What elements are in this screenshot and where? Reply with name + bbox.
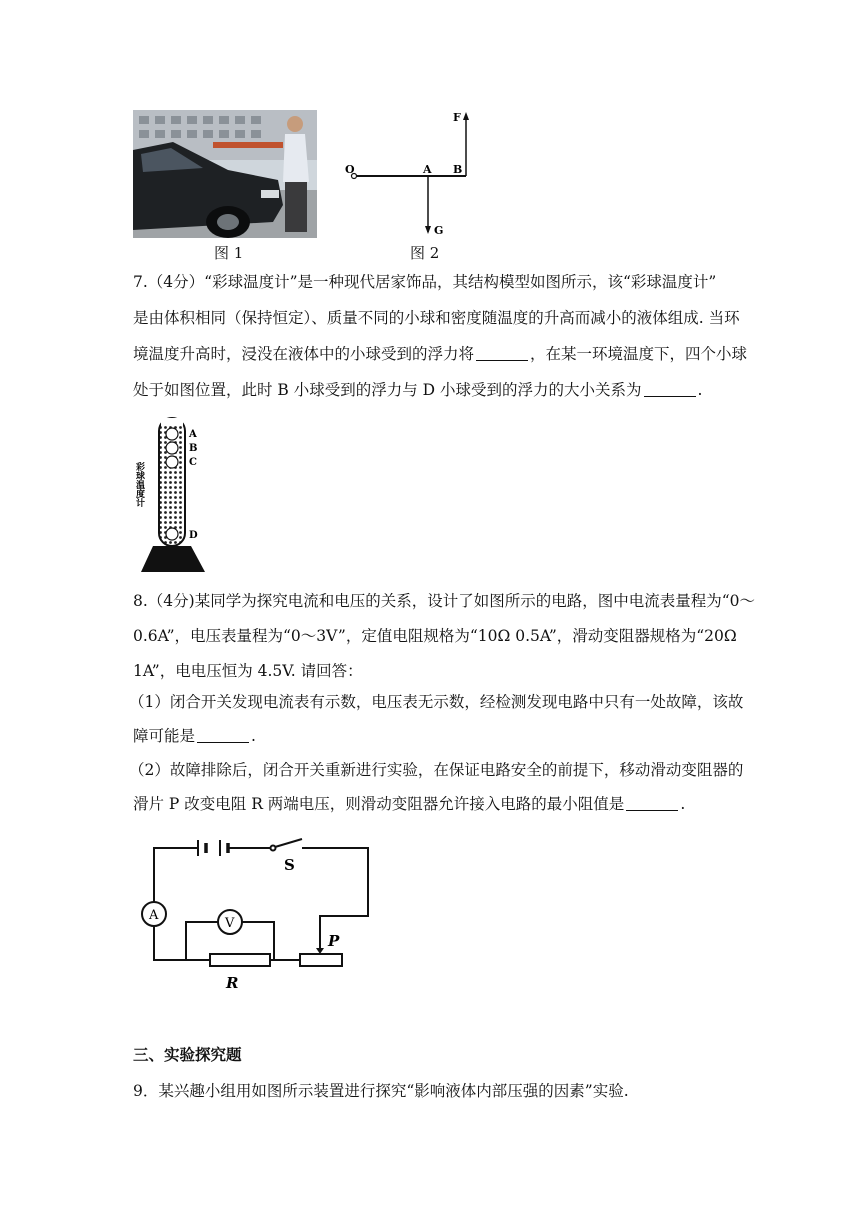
label-A: A: [423, 163, 432, 176]
q8-part-1-text-a: 障可能是: [133, 727, 196, 745]
figure-2-caption: 图 2: [410, 244, 440, 262]
q7-line-3: [133, 344, 747, 364]
label-O: O: [345, 163, 355, 176]
thermometer-figure: [133, 410, 213, 575]
q7-line-4-text-b: .: [697, 381, 703, 399]
q7-line-4-text-a: 处于如图位置，此时 B 小球受到的浮力与 D 小球受到的浮力的大小关系为: [133, 381, 642, 399]
thermometer-label-D: D: [189, 530, 198, 541]
q8-part-2-line-2: [133, 794, 685, 814]
label-B: B: [453, 163, 463, 176]
figure-1-caption: 图 1: [214, 244, 244, 262]
q7-line-3-text-b: ，在某一环境温度下，四个小球: [530, 345, 748, 363]
thermometer-label-C: C: [189, 457, 197, 468]
thermometer-label-B: B: [189, 443, 198, 454]
ammeter-label: A: [149, 908, 159, 923]
q7-answer-blank-1[interactable]: [476, 346, 528, 361]
slider-label: P: [328, 932, 340, 950]
figure-2-lever-diagram: [340, 108, 480, 240]
q8-part-1-text-b: .: [251, 727, 256, 745]
voltmeter-label: V: [225, 916, 235, 931]
label-G: G: [434, 224, 444, 237]
switch-label: S: [284, 856, 295, 874]
circuit-diagram: [130, 830, 380, 995]
q7-line-1: 7.（4分）“彩球温度计”是一种现代居家饰品，其结构模型如图所示，该“彩球温度计”: [133, 273, 717, 291]
q8-line-1: 8.（4分)某同学为探究电流和电压的关系，设计了如图所示的电路，图中电流表量程为“0～: [133, 592, 755, 610]
q8-part-1-line-1: （1）闭合开关发现电流表有示数，电压表无示数，经检测发现电路中只有一处故障，该故: [129, 693, 744, 711]
q8-part-2-line-1: （2）故障排除后，闭合开关重新进行实验，在保证电路安全的前提下，移动滑动变阻器的: [129, 761, 744, 779]
q7-answer-blank-2[interactable]: [644, 382, 696, 397]
section-3-title: 三、实验探究题: [133, 1046, 242, 1064]
figure-1-photo: [133, 110, 317, 238]
q8-part-1-line-2: [133, 726, 256, 746]
q8-answer-blank-1[interactable]: [197, 728, 249, 743]
resistor-label: R: [226, 974, 239, 992]
q8-answer-blank-2[interactable]: [626, 796, 678, 811]
q9-text: 9．某兴趣小组用如图所示装置进行探究“影响液体内部压强的因素”实验.: [133, 1082, 629, 1100]
thermometer-label-A: A: [189, 429, 197, 440]
q8-part-2-text-a: 滑片 P 改变电阻 R 两端电压，则滑动变阻器允许接入电路的最小阻值是: [133, 795, 625, 813]
q7-line-4: [133, 380, 702, 400]
q7-line-2: 是由体积相同（保持恒定）、质量不同的小球和密度随温度的升高而减小的液体组成. 当环: [133, 309, 740, 327]
thermometer-side-text: 彩球温度计: [134, 462, 144, 507]
q8-part-2-text-b: .: [680, 795, 686, 813]
label-F: F: [453, 111, 461, 124]
q8-line-2: 0.6A”，电压表量程为“0～3V”，定值电阻规格为“10Ω 0.5A”，滑动变阻器规格为“20Ω: [133, 627, 737, 645]
q7-line-3-text-a: 境温度升高时，浸没在液体中的小球受到的浮力将: [133, 345, 475, 363]
q8-line-3: 1A”，电电压恒为 4.5V. 请回答：: [133, 662, 363, 680]
